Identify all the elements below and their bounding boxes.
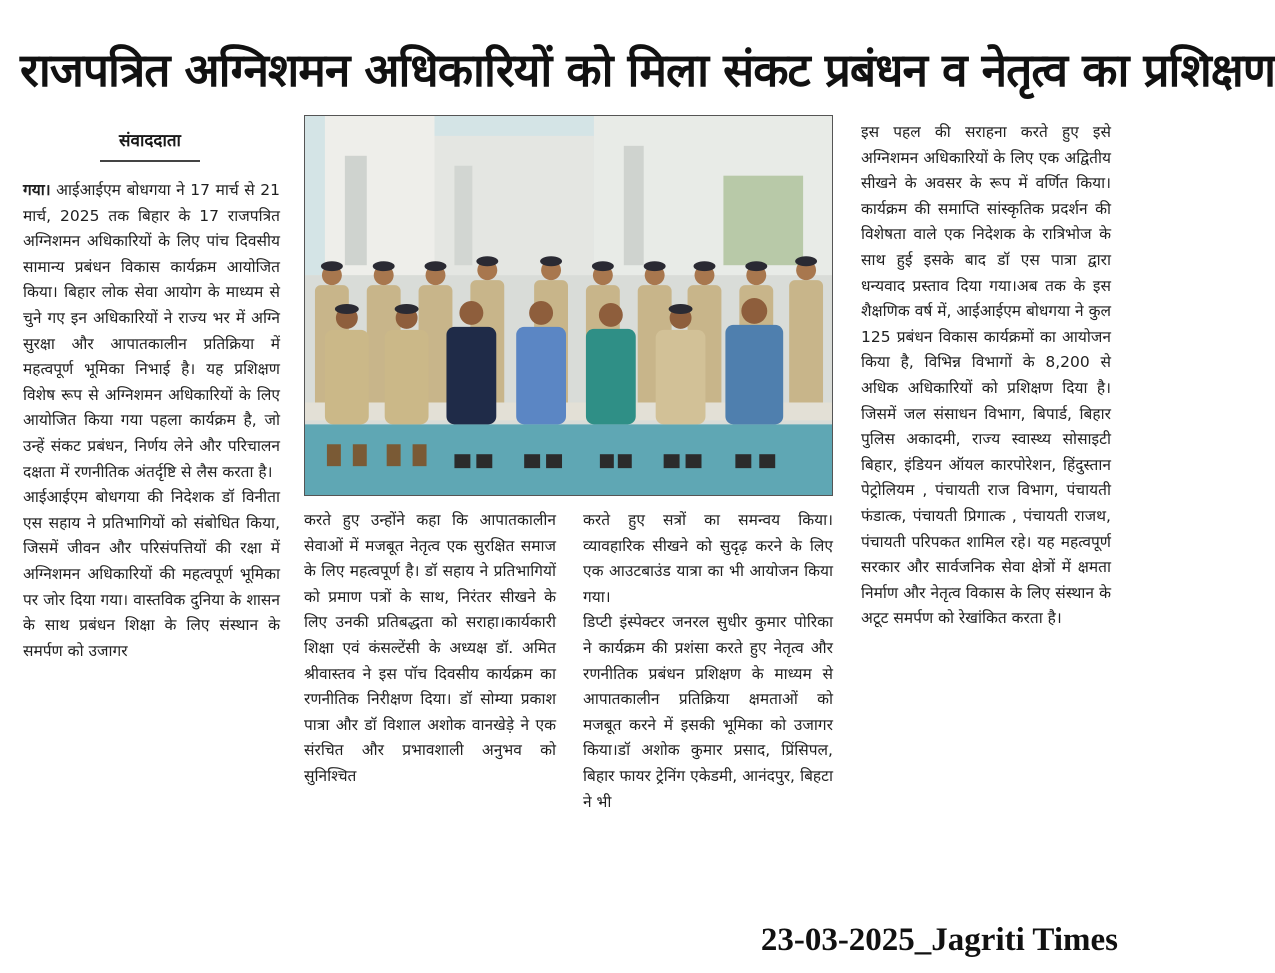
- article-paragraph-6: इस पहल की सराहना करते हुए इसे अग्निशमन अधिकारियों के लिए एक अद्वितीय सीखने के अवसर के रूप में वर्णित किया।कार्यक्रम की समाप्ति सांस्कृतिक प्रदर्शन की विशेषता वाले एक निदेशक के रात्रिभोज के साथ हुई इसके बाद डॉ एस पात्रा द्वारा धन्यवाद प्रस्ताव दिया गया।अब तक के इस शैक्षणिक वर्ष में, आईआईएम बोधगया ने कुल 125 प्रबंधन विकास कार्यक्रमों का आयोजन किया है, विभिन्न विभागों के 8,200 से अधिक अधिकारियों को प्रशिक्षण दिया है।जिसमें जल संसाधन विभाग, बिपार्ड, बिहार पुलिस अकादमी, राज्य स्वास्थ्य सोसाइटी बिहार, इंडियन ऑयल कारपोरेशन, हिंदुस्तान पेट्रोलियम , पंचायती राज विभाग, पंचायती फंडात्क, पंचायती प्रिगात्क , पंचायती राजथ, पंचायती परिपकत शामिल रहे। यह महत्वपूर्ण सरकार और सार्वजनिक सेवा क्षेत्रों में क्षमता निर्माण और नेतृत्व विकास के लिए संस्थान के अटूट समर्पण को रेखांकित करता है।: [861, 123, 1112, 628]
- dateline: गया।: [23, 181, 51, 199]
- article-column-2: [304, 508, 556, 790]
- article-paragraph-2: आईआईएम बोधगया की निदेशक डॉ विनीता एस सहाय ने प्रतिभागियों को संबोधित किया, जिसमें जीवन और परिसंपत्तियों की रक्षा में अग्निशमन अधिकारियों की महत्वपूर्ण भूमिका पर जोर दिया गया। वास्तविक दुनिया के शासन के साथ प्रबंधन शिक्षा के लिए संस्थान के समर्पण को उजागर: [23, 488, 280, 660]
- publication-credit: 23-03-2025_Jagriti Times: [760, 922, 1118, 958]
- article-paragraph-4: करते हुए सत्रों का समन्वय किया। व्यावहारिक सीखने को सुदृढ़ करने के लिए एक आउटबाउंड यात्रा का भी आयोजन किया गया।: [583, 511, 833, 606]
- article-column-1: [23, 178, 280, 664]
- article-paragraph-1: [23, 178, 280, 485]
- headline: राजपत्रित अग्निशमन अधिकारियों को मिला संकट प्रबंधन व नेतृत्व का प्रशिक्षण: [20, 43, 1275, 97]
- group-photo: [304, 115, 833, 496]
- byline: संवाददाता: [119, 131, 181, 151]
- article-paragraph-5: डिप्टी इंस्पेक्टर जनरल सुधीर कुमार पोरिका ने कार्यक्रम की प्रशंसा करते हुए नेतृत्व और रणनीतिक प्रबंधन प्रशिक्षण के माध्यम से आपातकालीन प्रतिक्रिया क्षमताओं को मजबूत करने में इसकी भूमिका को उजागर किया।डॉ अशोक कुमार प्रसाद, प्रिंसिपल, बिहार फायर ट्रेनिंग एकेडमी, आनंदपुर, बिहटा ने भी: [583, 613, 833, 811]
- byline-rule: [100, 160, 200, 162]
- article-paragraph-3: करते हुए उन्होंने कहा कि आपातकालीन सेवाओं में मजबूत नेतृत्व एक सुरक्षित समाज के लिए महत्वपूर्ण है। डॉ सहाय ने प्रतिभागियों को प्रमाण पत्रों के साथ, निरंतर सीखने के लिए उनकी प्रतिबद्धता को सराहा।कार्यकारी शिक्षा एवं कंसल्टेंसी के अध्यक्ष डॉ. अमित श्रीवास्तव ने इस पॉच दिवसीय कार्यक्रम का रणनीतिक निरीक्षण दिया। डॉ सोम्या प्रकाश पात्रा और डॉ विशाल अशोक वानखेड़े ने एक संरचित और प्रभावशाली अनुभव को सुनिश्चित: [304, 511, 556, 785]
- article-column-4: [861, 120, 1111, 632]
- article-text: आईआईएम बोधगया ने 17 मार्च से 21 मार्च, 2025 तक बिहार के 17 राजपत्रित अग्निशमन अधिकारियों के लिए पांच दिवसीय सामान्य प्रबंधन विकास कार्यक्रम आयोजित किया। बिहार लोक सेवा आयोग के माध्यम से चुने गए इन अधिकारियों ने राज्य भर में अग्नि सुरक्षा और आपातकालीन प्रतिक्रिया में महत्वपूर्ण भूमिका निभाई है। यह प्रशिक्षण विशेष रूप से अग्निशमन अधिकारियों के लिए आयोजित किया गया पहला कार्यक्रम है, जो उन्हें संकट प्रबंधन, निर्णय लेने और परिचालन दक्षता में रणनीतिक अंतर्दृष्टि से लैस करता है।: [23, 181, 280, 481]
- group-photo-illustration: [305, 116, 832, 495]
- article-column-3: [583, 508, 833, 815]
